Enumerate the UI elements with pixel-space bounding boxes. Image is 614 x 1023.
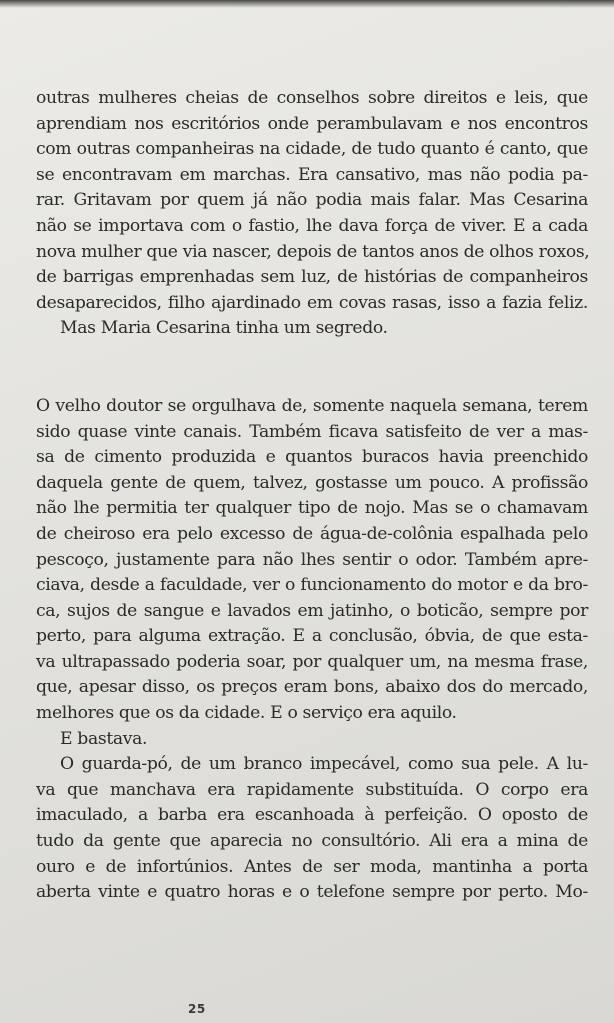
text-line: ouro e de infortúnios. Antes de ser moda, mantinha a porta bbox=[36, 856, 588, 877]
text-line: va que manchava era rapidamente substituída. O corpo era bbox=[36, 779, 588, 800]
text-line: se encontravam em marchas. Era cansativo, mas não podia pa- bbox=[36, 164, 588, 185]
page-number: 25 bbox=[188, 1002, 206, 1016]
text-line: sa de cimento produzida e quantos buracos havia preenchido bbox=[36, 447, 588, 468]
text-line: outras mulheres cheias de conselhos sobre direitos e leis, que bbox=[36, 88, 588, 108]
section-break bbox=[36, 342, 588, 394]
paragraph-cesarina bbox=[36, 86, 588, 342]
text-line: E bastava. bbox=[60, 728, 148, 749]
text-line: ca, sujos de sangue e lavados em jatinho, o boticão, sempre por bbox=[36, 600, 588, 621]
text-line: rar. Gritavam por quem já não podia mais falar. Mas Cesarina bbox=[36, 190, 588, 211]
text-line: va ultrapassado poderia soar, por qualquer um, na mesma frase, bbox=[36, 651, 588, 672]
text-line: sido quase vinte canais. Também ficava satisfeito de ver a mas- bbox=[36, 421, 588, 442]
text-line: Mas Maria Cesarina tinha um segredo. bbox=[60, 318, 388, 339]
text-line: imaculado, a barba era escanhoada à perfeição. O oposto de bbox=[36, 805, 588, 826]
text-line: não lhe permitia ter qualquer tipo de nojo. Mas se o chamavam bbox=[36, 498, 588, 519]
text-line: pescoço, justamente para não lhes sentir o odor. Também apre- bbox=[36, 549, 588, 570]
text-line: ciava, desde a faculdade, ver o funcionamento do motor e da bro- bbox=[36, 575, 588, 596]
text-line: desaparecidos, filho ajardinado em covas rasas, isso a fazia feliz. bbox=[36, 292, 588, 313]
text-line: daquela gente de quem, talvez, gostasse um pouco. A profissão bbox=[36, 472, 588, 493]
book-page-text bbox=[36, 86, 588, 906]
text-line: tudo da gente que aparecia no consultório. Ali era a mina de bbox=[36, 831, 588, 852]
text-line: aprendiam nos escritórios onde perambulavam e nos encontros bbox=[36, 113, 588, 134]
text-line: nova mulher que via nascer, depois de tantos anos de olhos roxos, bbox=[36, 241, 590, 262]
text-line: não se importava com o fastio, lhe dava força de viver. E a cada bbox=[36, 215, 588, 236]
text-line: com outras companheiras na cidade, de tudo quanto é canto, que bbox=[36, 139, 588, 160]
text-line: perto, para alguma extração. E a conclusão, óbvia, de que esta- bbox=[36, 626, 588, 647]
text-line: de cheiroso era pelo excesso de água-de-colônia espalhada pelo bbox=[36, 523, 588, 544]
text-line: de barrigas emprenhadas sem luz, de histórias de companheiros bbox=[36, 267, 588, 288]
text-line: aberta vinte e quatro horas e o telefone sempre por perto. Mo- bbox=[36, 882, 588, 903]
page-top-shadow bbox=[0, 0, 614, 8]
text-line: que, apesar disso, os preços eram bons, abaixo dos do mercado, bbox=[36, 677, 588, 698]
paragraph-doutor bbox=[36, 394, 588, 906]
text-line: O guarda-pó, de um branco impecável, como sua pele. A lu- bbox=[60, 754, 588, 775]
text-line: melhores que os da cidade. E o serviço era aquilo. bbox=[36, 703, 457, 724]
text-line: O velho doutor se orgulhava de, somente naquela semana, terem bbox=[36, 395, 588, 416]
